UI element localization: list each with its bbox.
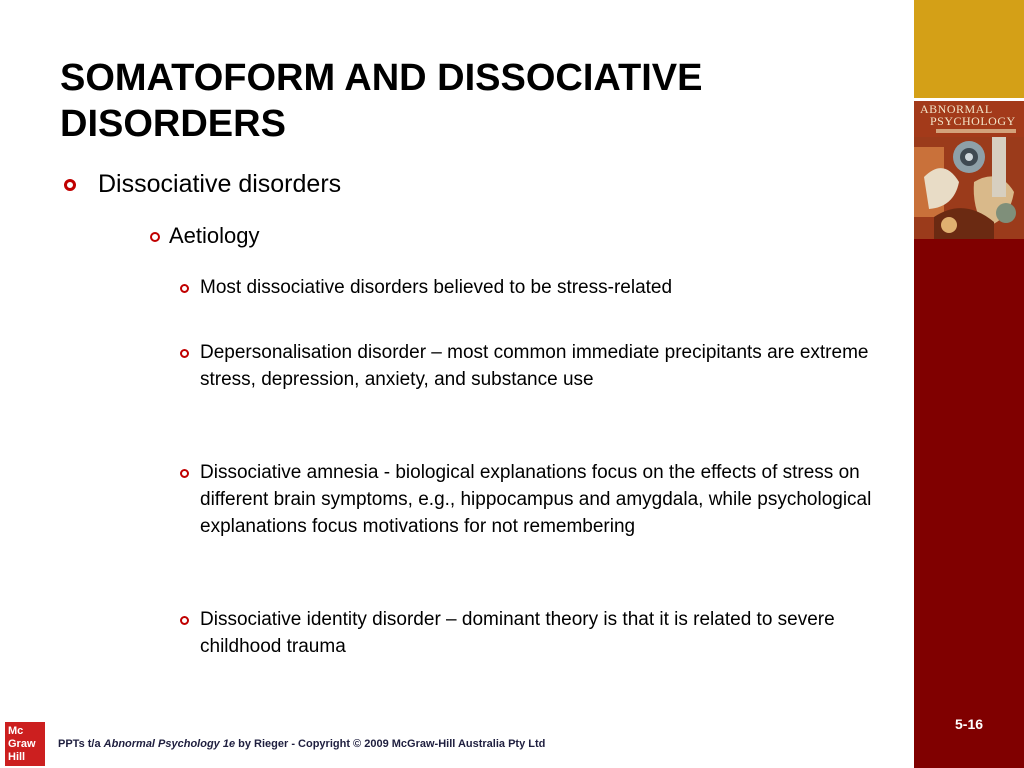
book-cover-subtitle-bar: [936, 129, 1016, 133]
bullet-circle-icon: [180, 469, 189, 478]
bullet-depersonalisation: [180, 339, 880, 393]
bullet-text: Aetiology: [169, 223, 260, 248]
bullet-stress-related: [180, 274, 880, 301]
footer-copyright: PPTs t/a Abnormal Psychology 1e by Rieger - Copyright © 2009 McGraw-Hill Australia Pty Ltd: [58, 738, 546, 750]
page-number: 5-16: [955, 716, 984, 732]
book-cover-image: [914, 101, 1024, 239]
bullet-text: Dissociative identity disorder – dominant theory is that it is related to severe childhood trauma: [200, 609, 835, 657]
sidebar: [914, 0, 1024, 768]
bullet-text: Dissociative amnesia - biological explanations focus on the effects of stress on different brain symptoms, e.g., hippocampus and amygdala, while psychological explanations focus motivations for not remembering: [200, 462, 872, 537]
bullet-text: Depersonalisation disorder – most common immediate precipitants are extreme stress, depression, anxiety, and substance use: [200, 342, 869, 390]
bullet-circle-icon: [180, 349, 189, 358]
bullet-text: Dissociative disorders: [98, 170, 342, 198]
sidebar-gold-band: [914, 0, 1024, 98]
bullet-circle-icon: [180, 616, 189, 625]
bullet-circle-icon: [180, 284, 189, 293]
book-cover-title: ABNORMAL PSYCHOLOGY: [920, 102, 1016, 128]
slide-title: SOMATOFORM AND DISSOCIATIVE DISORDERS: [60, 57, 703, 145]
mcgraw-hill-logo: Mc Graw Hill: [5, 722, 45, 766]
bullet-dissociative-identity: [180, 606, 880, 660]
bullet-dissociative-amnesia: [180, 459, 880, 540]
bullet-circle-icon: [64, 179, 76, 191]
bullet-text: Most dissociative disorders believed to be stress-related: [200, 277, 673, 298]
book-cover-art-icon: [914, 137, 1024, 239]
bullet-circle-icon: [150, 232, 160, 242]
